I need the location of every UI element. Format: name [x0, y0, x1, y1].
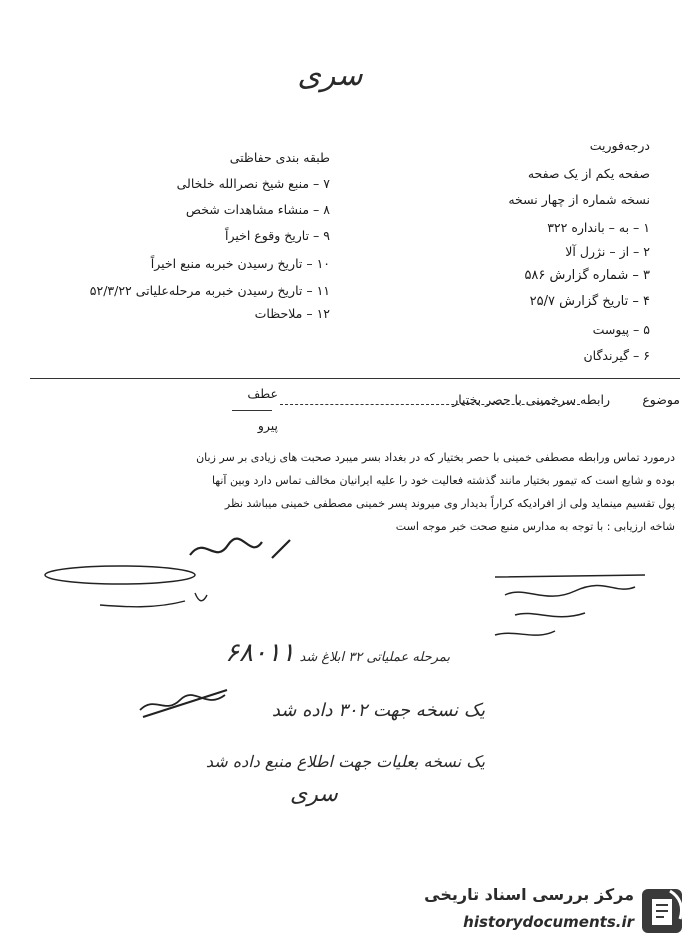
margin-note-number: ۶۸۰۱۱: [225, 638, 295, 668]
historydocuments-watermark: [398, 883, 688, 939]
copy-info: نسخه شماره از چهار نسخه: [508, 192, 650, 207]
field-receipt-ops: ۱۱ – تاریخ رسیدن خبربه مرحله‌علیاتی ۵۲/۳/۲۲: [89, 283, 330, 298]
report-body: [25, 446, 675, 538]
reference-label: عطف: [247, 386, 278, 401]
urgency-label: درجه‌فوریت: [589, 138, 650, 153]
field-receipt-source: ۱۰ – تاریخ رسیدن خبربه منبع اخیراً: [150, 256, 330, 271]
handwritten-note-1: بمرحله عملیاتی ۳۲ ابلاغ شد: [299, 650, 450, 665]
field-origin: ۸ – منشاء مشاهدات شخص: [185, 202, 330, 217]
field-event-date: ۹ – تاریخ وقوع اخیراً: [224, 228, 330, 243]
watermark-url: historydocuments.ir: [463, 913, 634, 931]
field-attachment: ۵ – پیوست: [592, 322, 650, 337]
subject-text: رابطه سرخمینی با حصر بختیار: [452, 392, 610, 407]
body-line-1: درمورد تماس ورابطه مصطفی خمینی با حصر بختیار که در بغداد بسر میبرد صحبت های زیادی بر سر زبان: [196, 451, 675, 464]
body-line-3: پول تقسیم مینماید ولی از افرادیکه کراراً بدیدار وی میروند پسر خمینی مصطفی خمینی میباشد نظر: [224, 497, 675, 510]
signature-scrawl: [95, 585, 215, 615]
follow-up-label: پیرو: [257, 418, 278, 433]
subject-underline: [280, 404, 580, 405]
field-remarks: ۱۲ – ملاحظات: [254, 306, 330, 321]
subject-label: موضوع: [642, 392, 680, 407]
bottom-classification-title: سری: [290, 782, 338, 807]
handwritten-note-2: یک نسخه جهت ۳۰۲ داده شد: [271, 700, 485, 721]
field-from: ۲ – از – نژرل آلا: [565, 244, 650, 259]
field-to: ۱ – به – بانداره ۳۲۲: [547, 220, 650, 235]
top-classification-title: سری: [297, 58, 363, 93]
page-info: صفحه یکم از یک صفحه: [527, 166, 650, 181]
archive-logo-icon: [640, 885, 688, 937]
field-recipients: ۶ – گیرندگان: [583, 348, 650, 363]
handwritten-note-3: یک نسخه بعلیات جهت اطلاع منبع داده شد: [205, 752, 485, 771]
field-report-date: ۴ – تاریخ گزارش ۲۵/۷: [529, 294, 650, 309]
field-source: ۷ – منبع شیخ نصرالله خلخالی: [176, 176, 330, 191]
field-report-number: ۳ – شماره گزارش ۵۸۶: [524, 268, 650, 283]
safety-classification: طبقه بندی حفاظتی: [229, 150, 330, 165]
reference-divider: [232, 410, 272, 411]
body-line-2: بوده و شایع است که تیمور بختیار مانند گذشته فعالیت خود را علیه ایرانیان مخالف تماس دارد وبین آنها: [211, 474, 675, 487]
watermark-title: مرکز بررسی اسناد تاریخی: [424, 885, 634, 904]
stamp-scrawl: [485, 565, 655, 645]
header-divider: [30, 378, 680, 379]
body-line-4: شاخه ارزیابی : با توجه به مدارس منبع صحت خبر موجه است: [395, 520, 675, 533]
